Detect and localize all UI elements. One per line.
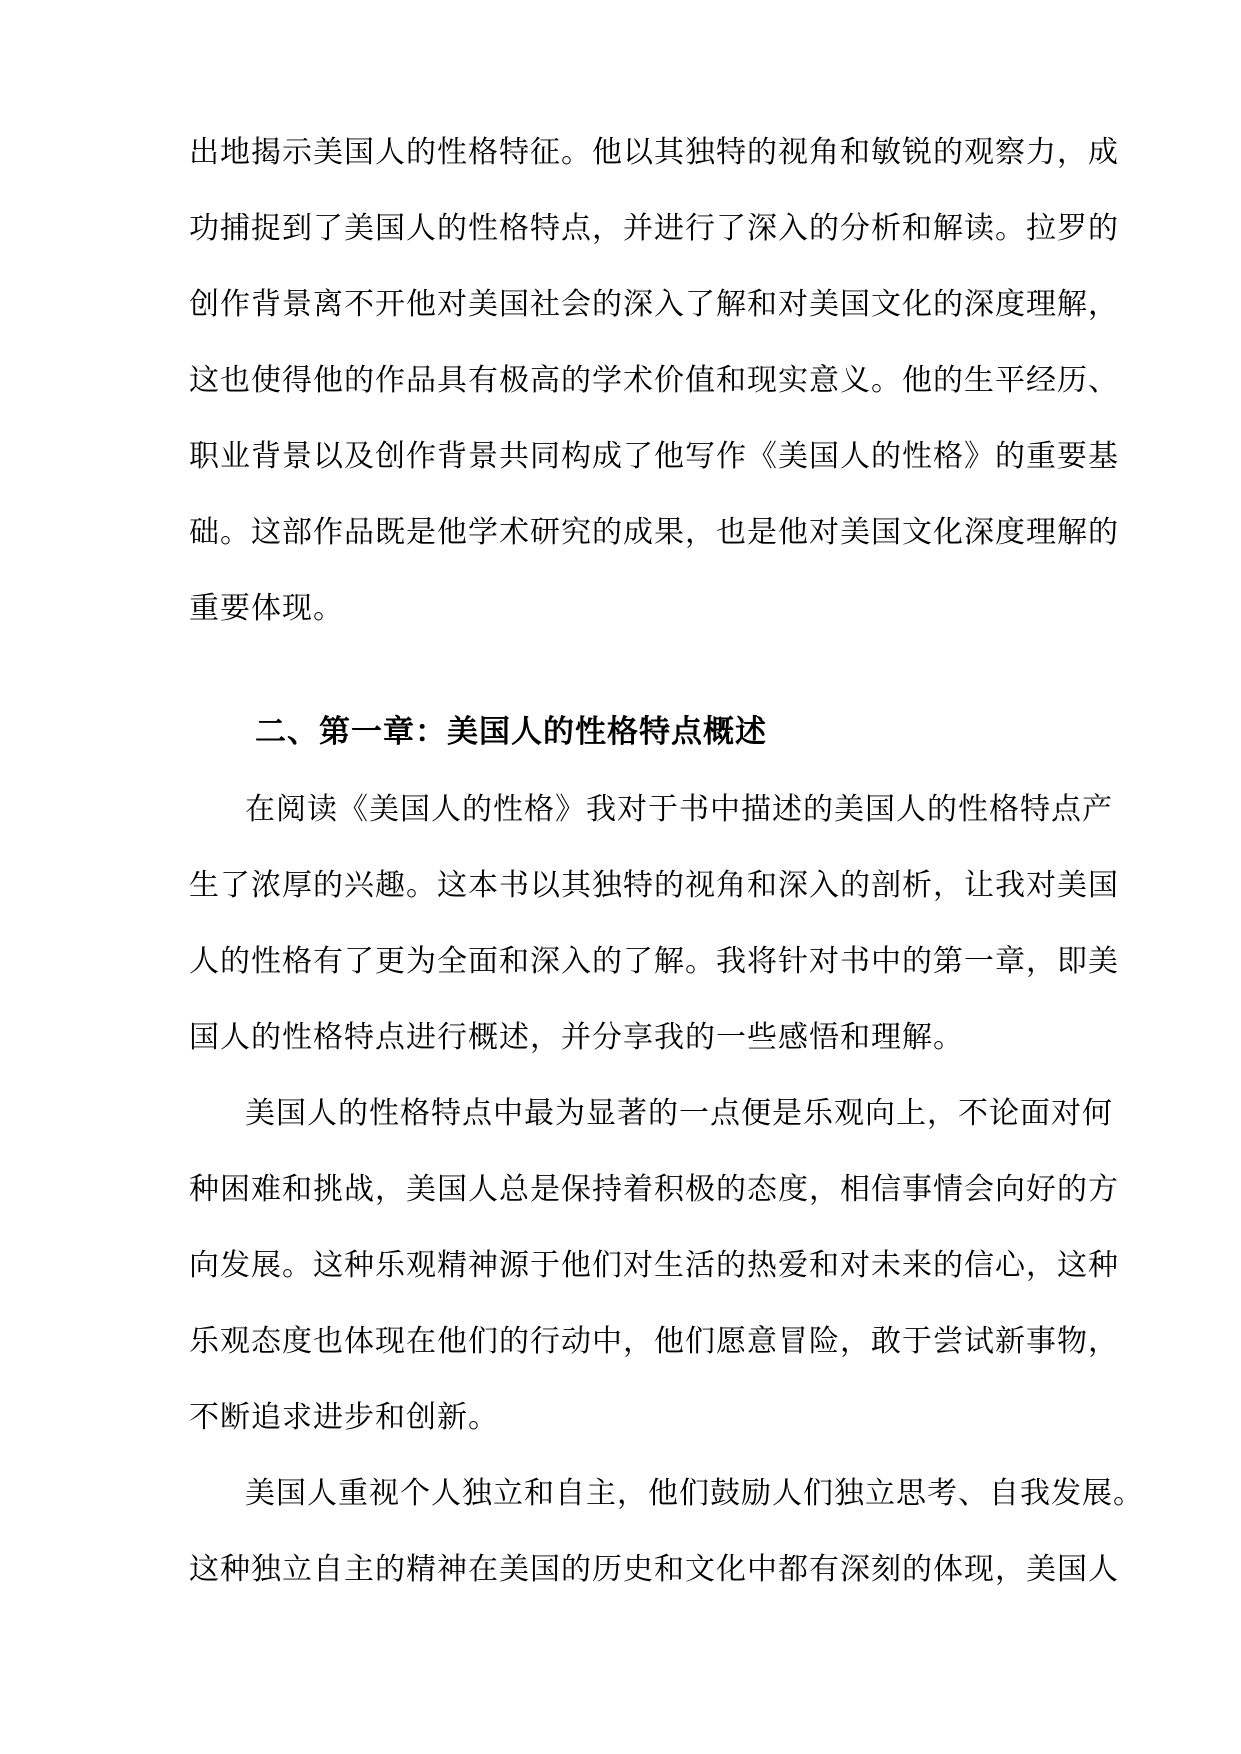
- paragraph-line: 种困难和挑战，美国人总是保持着积极的态度，相信事情会向好的方: [189, 1172, 1119, 1207]
- paragraph-line: 人的性格有了更为全面和深入的了解。我将针对书中的第一章，即美: [189, 944, 1119, 979]
- paragraph-line: 美国人重视个人独立和自主，他们鼓励人们独立思考、自我发展。: [245, 1476, 1144, 1511]
- paragraph-line: 重要体现。: [189, 591, 344, 626]
- section-heading: 二、第一章：美国人的性格特点概述: [255, 714, 767, 750]
- paragraph-line: 国人的性格特点进行概述，并分享我的一些感悟和理解。: [189, 1020, 964, 1055]
- paragraph-line: 础。这部作品既是他学术研究的成果，也是他对美国文化深度理解的: [189, 515, 1119, 550]
- paragraph-line: 创作背景离不开他对美国社会的深入了解和对美国文化的深度理解，: [189, 287, 1119, 322]
- paragraph-line: 生了浓厚的兴趣。这本书以其独特的视角和深入的剖析，让我对美国: [189, 868, 1119, 903]
- paragraph-line: 在阅读《美国人的性格》我对于书中描述的美国人的性格特点产: [245, 792, 1113, 827]
- paragraph-line: 这种独立自主的精神在美国的历史和文化中都有深刻的体现，美国人: [189, 1552, 1119, 1587]
- paragraph-line: 向发展。这种乐观精神源于他们对生活的热爱和对未来的信心，这种: [189, 1248, 1119, 1283]
- paragraph-line: 这也使得他的作品具有极高的学术价值和现实意义。他的生平经历、: [189, 363, 1119, 398]
- paragraph-line: 乐观态度也体现在他们的行动中，他们愿意冒险，敢于尝试新事物，: [189, 1324, 1119, 1359]
- paragraph-line: 出地揭示美国人的性格特征。他以其独特的视角和敏锐的观察力，成: [189, 135, 1119, 170]
- paragraph-line: 不断追求进步和创新。: [189, 1400, 499, 1435]
- paragraph-line: 美国人的性格特点中最为显著的一点便是乐观向上，不论面对何: [245, 1096, 1113, 1131]
- paragraph-line: 功捕捉到了美国人的性格特点，并进行了深入的分析和解读。拉罗的: [189, 211, 1119, 246]
- paragraph-line: 职业背景以及创作背景共同构成了他写作《美国人的性格》的重要基: [189, 439, 1119, 474]
